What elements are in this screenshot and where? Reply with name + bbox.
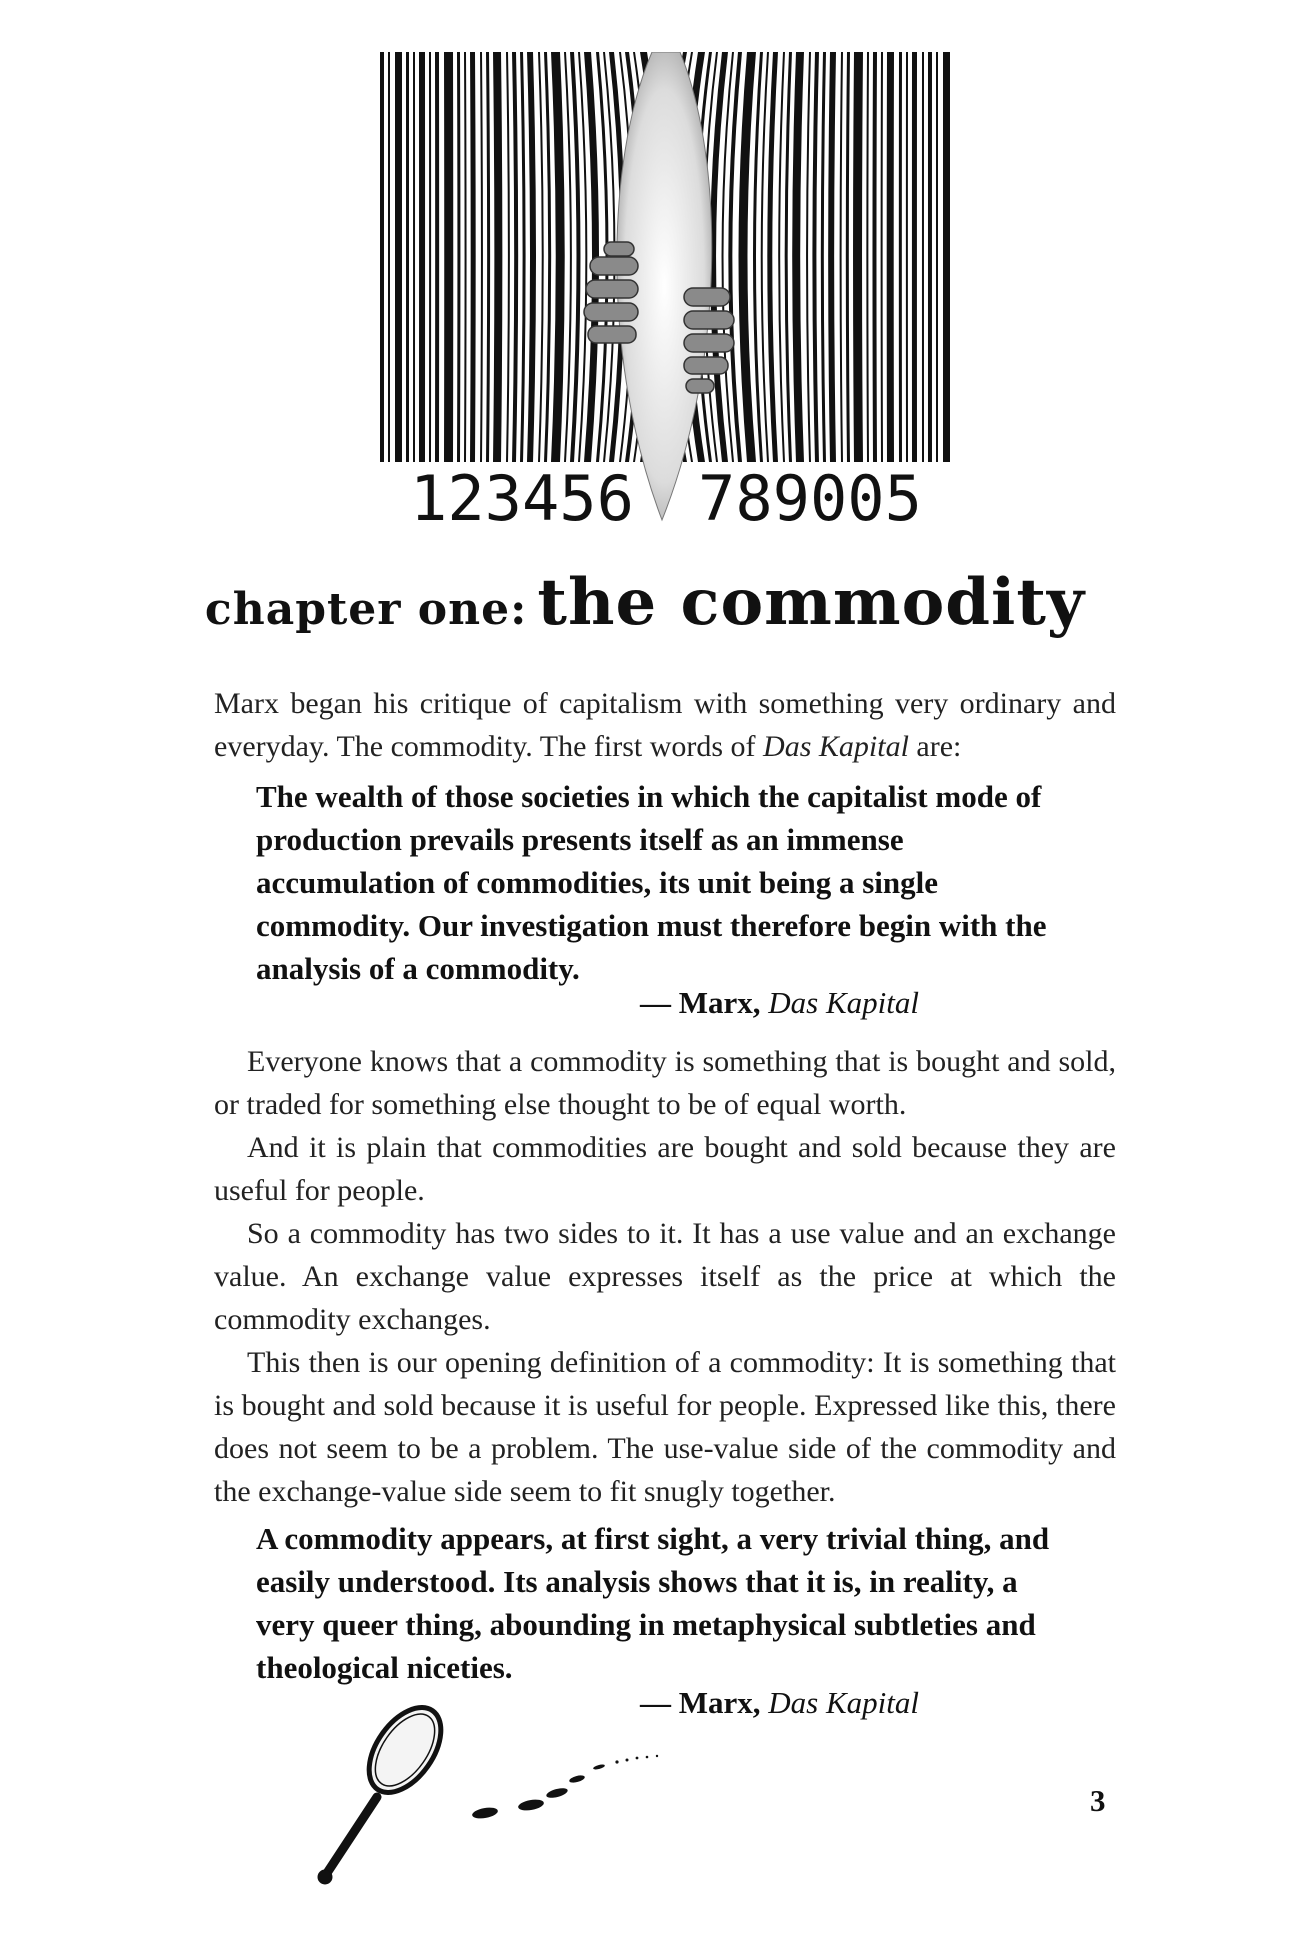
magnifying-glass-icon xyxy=(318,1705,455,1884)
barcode-stripe xyxy=(470,52,476,462)
barcode-stripe xyxy=(464,52,467,462)
barcode-stripe xyxy=(881,52,883,462)
barcode-stripe xyxy=(812,52,819,462)
intro-book-title: Das Kapital xyxy=(763,730,909,763)
intro-paragraph xyxy=(214,682,1116,768)
barcode-stripe xyxy=(912,52,917,462)
block-quote-1: The wealth of those societies in which the capitalist mode of production prevails presents itself as an immense accumulation of commodities, its unit being a single commodity. Our investigation must therefore begin with the analysis of a commodity. xyxy=(256,779,1047,986)
barcode-left-digits: 123456 xyxy=(410,462,634,535)
barcode-stripe xyxy=(520,52,526,462)
barcode-stripe xyxy=(943,52,950,462)
barcode-right-digits: 789005 xyxy=(698,462,922,535)
barcode-stripe xyxy=(767,52,778,462)
barcode-stripe xyxy=(846,52,850,462)
barcode-stripe xyxy=(486,52,490,462)
barcode-stripe xyxy=(866,52,869,462)
quote-2-book: Das Kapital xyxy=(768,1685,919,1720)
barcode-stripe xyxy=(853,52,863,462)
barcode-stripe xyxy=(480,52,483,462)
body-paragraph: Everyone knows that a commodity is something that is bought and sold, or traded for something else thought to be of equal worth. xyxy=(214,1045,1116,1121)
barcode-stripe xyxy=(506,52,510,462)
quote-1-author: — Marx, xyxy=(640,985,761,1020)
torn-barcode-illustration xyxy=(380,52,955,542)
intro-text-end: are: xyxy=(908,730,962,763)
barcode-stripe xyxy=(444,52,453,462)
barcode-stripe xyxy=(778,52,785,462)
quote-1-book: Das Kapital xyxy=(768,985,919,1020)
barcode-stripe xyxy=(821,52,826,462)
barcode-stripe xyxy=(429,52,431,462)
barcode-stripe xyxy=(840,52,843,462)
barcode-stripe xyxy=(406,52,409,462)
block-quote-2: A commodity appears, at first sight, a very trivial thing, and easily understood. Its analysis shows that it is, in reality, a very queer thing, abounding in metaphysical subtleties and theological niceties. xyxy=(256,1521,1050,1685)
barcode-stripe xyxy=(785,52,792,462)
quote-2-author: — Marx, xyxy=(640,1685,761,1720)
barcode-stripe xyxy=(887,52,894,462)
body-paragraph: This then is our opening definition of a commodity: It is something that is bought and sold because it is useful for people. Expressed like this, there does not seem to be a problem. The use-value side of the commodity and the exchange-value side seem to fit snugly together. xyxy=(214,1346,1116,1508)
barcode-stripe xyxy=(928,52,932,462)
chapter-heading xyxy=(0,565,1290,640)
body-paragraph: So a commodity has two sides to it. It has a use value and an exchange value. An exchange value expresses itself as the price at which the commodity exchanges. xyxy=(214,1217,1116,1336)
intro-paragraph-block xyxy=(214,682,1116,768)
barcode-stripe xyxy=(936,52,938,462)
magnifying-glass-illustration xyxy=(305,1705,685,1895)
barcode-stripe xyxy=(792,52,804,462)
chapter-number: chapter one: xyxy=(204,584,528,635)
barcode-stripe xyxy=(544,52,551,462)
intro-text: Marx began his critique of capitalism with something very ordinary and everyday. The commodity. The first words of xyxy=(214,687,1116,763)
barcode-stripe xyxy=(380,52,384,462)
barcode-stripe xyxy=(527,52,536,462)
page-number: 3 xyxy=(1090,1783,1106,1818)
barcode-stripe xyxy=(395,52,402,462)
barcode-stripe xyxy=(419,52,425,462)
barcode-stripe xyxy=(828,52,836,462)
barcode-stripe xyxy=(564,52,572,462)
barcode-stripe xyxy=(435,52,439,462)
quote-1-attribution xyxy=(640,985,919,1021)
footprints-icon xyxy=(471,1755,658,1820)
barcode-stripe xyxy=(493,52,502,462)
barcode-stripe xyxy=(388,52,390,462)
barcode-stripe xyxy=(906,52,908,462)
barcode-stripe xyxy=(551,52,565,462)
barcode-stripe xyxy=(457,52,460,462)
barcode-stripe xyxy=(872,52,877,462)
body-paragraphs xyxy=(214,1040,1116,1513)
body-paragraph: And it is plain that commodities are bought and sold because they are useful for people. xyxy=(214,1131,1116,1207)
barcode-stripe xyxy=(922,52,924,462)
barcode-stripe xyxy=(413,52,415,462)
barcode-stripe xyxy=(899,52,902,462)
barcode-stripe xyxy=(512,52,518,462)
chapter-title: the commodity xyxy=(537,565,1086,640)
barcode-stripe xyxy=(806,52,811,462)
barcode-stripe xyxy=(538,52,544,462)
barcode-stripe xyxy=(710,52,728,462)
